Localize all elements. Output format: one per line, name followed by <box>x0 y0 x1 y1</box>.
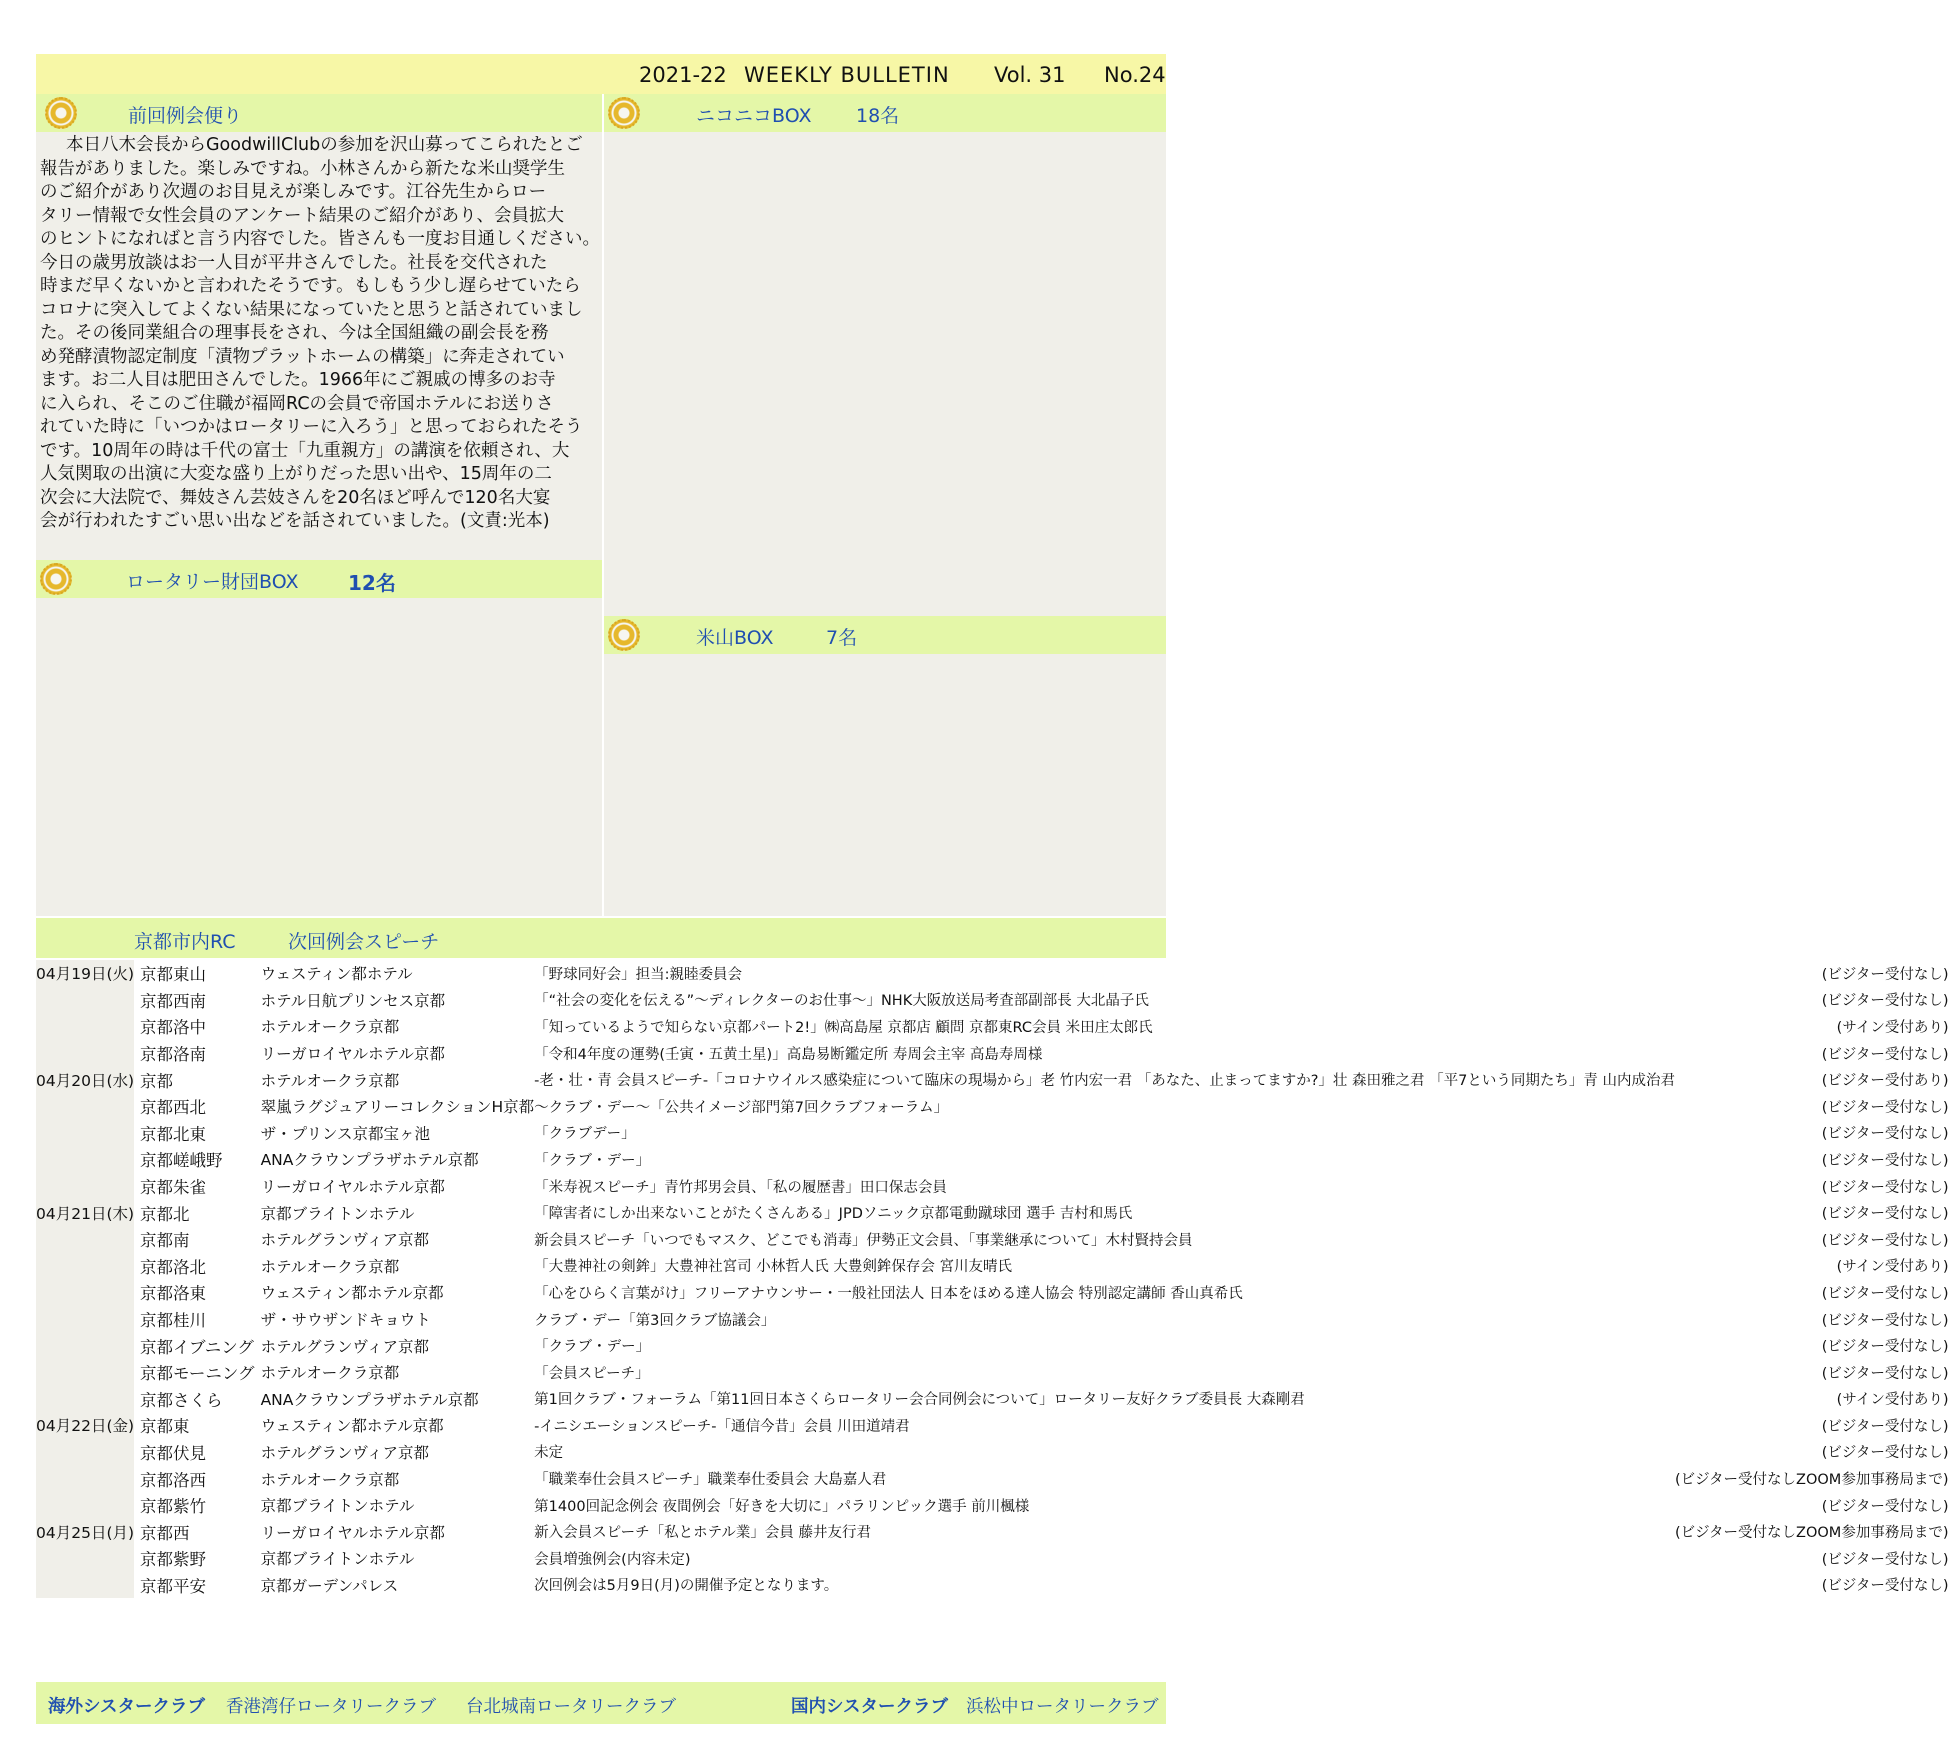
article-line: のヒントになればと言う内容でした。皆さんも一度お目通しください。 <box>40 229 600 249</box>
table-row <box>36 1279 1954 1306</box>
schedule-note: (ビジター受付なし) <box>1821 1179 1949 1196</box>
table-row <box>36 1359 1954 1386</box>
schedule-club: 京都モーニング <box>140 1364 255 1384</box>
schedule-date <box>36 1279 134 1306</box>
schedule-venue: ホテル日航プリンセス京都 <box>260 991 446 1010</box>
article-line: れていた時に「いつかはロータリーに入ろう」と思っておられたそう <box>40 417 583 437</box>
article-line: ます。お二人目は肥田さんでした。1966年にご親戚の博多のお寺 <box>40 370 556 390</box>
schedule-topic: 次回例会は5月9日(月)の開催予定となります。 <box>534 1578 839 1595</box>
bulletin-volume: Vol. 31 <box>994 63 1066 87</box>
schedule-date <box>36 1146 134 1173</box>
domestic-sister-label: 国内シスタークラブ <box>791 1697 948 1717</box>
schedule-venue: 京都ブライトンホテル <box>260 1497 415 1516</box>
yoneyama-box-bar <box>604 616 1166 654</box>
schedule-topic: 「野球同好会」担当:親睦委員会 <box>534 966 743 983</box>
rc-schedule-body <box>36 960 1954 1598</box>
table-row <box>36 1332 1954 1359</box>
table-row <box>36 1306 1954 1333</box>
schedule-topic: 「職業奉仕会員スピーチ」職業奉仕委員会 大島嘉人君 <box>534 1472 887 1489</box>
schedule-club: 京都嵯峨野 <box>140 1151 223 1171</box>
schedule-date: 04月20日(水) <box>36 1066 134 1093</box>
schedule-date: 04月25日(月) <box>36 1518 134 1545</box>
overseas-sister-label: 海外シスタークラブ <box>48 1697 205 1717</box>
schedule-venue: 京都ガーデンパレス <box>260 1576 399 1595</box>
schedule-venue: ウェスティン都ホテル京都 <box>260 1284 444 1303</box>
schedule-note: (ビジター受付なし) <box>1821 1285 1949 1302</box>
nikoniko-panel <box>604 94 1166 616</box>
schedule-club: 京都洛中 <box>140 1018 207 1038</box>
rc-schedule-header <box>36 918 1166 958</box>
schedule-date <box>36 1253 134 1280</box>
schedule-date <box>36 1120 134 1147</box>
schedule-venue: ホテルオークラ京都 <box>260 1470 400 1489</box>
foundation-box-title: ロータリー財団BOX <box>126 571 299 593</box>
schedule-venue: ホテルオークラ京都 <box>260 1018 400 1037</box>
article-line: 次会に大法院で、舞妓さん芸妓さんを20名ほど呼んで120名大宴 <box>40 487 551 508</box>
schedule-topic: 未定 <box>534 1445 564 1462</box>
article-line: コロナに突入してよくない結果になっていたと思うと話されていまし <box>40 299 583 320</box>
schedule-club: 京都 <box>140 1071 174 1091</box>
rotary-wheel-icon <box>40 563 72 595</box>
rotary-wheel-icon <box>608 97 640 129</box>
table-row <box>36 1253 1954 1280</box>
schedule-topic: -老・壮・青 会員スピーチ-「コロナウイルス感染症について臨床の現場から」老 竹内宏一君 「あなた、止まってますか?」壮 森田雅之君 「平7という同期たち」青 山内成治君 <box>534 1073 1675 1090</box>
table-row <box>36 987 1954 1014</box>
table-row <box>36 1465 1954 1492</box>
table-row <box>36 1226 1954 1253</box>
schedule-club: 京都イブニング <box>140 1337 254 1357</box>
last-meeting-bar <box>36 94 602 132</box>
schedule-note: (ビジター受付なし) <box>1821 1126 1949 1143</box>
schedule-club: 京都西南 <box>140 991 207 1011</box>
table-row <box>36 1572 1954 1599</box>
schedule-date <box>36 1439 134 1466</box>
table-row <box>36 1093 1954 1120</box>
foundation-box-count: 12名 <box>348 571 396 595</box>
article-line: 今日の歳男放談はお一人目が平井さんでした。社長を交代された <box>40 252 548 273</box>
schedule-venue: ANAクラウンプラザホテル京都 <box>260 1390 479 1409</box>
schedule-topic: 「大豊神社の剣鉾」大豊神社宮司 小林哲人氏 大豊剣鉾保存会 宮川友晴氏 <box>534 1259 1012 1276</box>
schedule-venue: ホテルグランヴィア京都 <box>260 1337 430 1356</box>
bulletin-number: No.24 <box>1104 63 1166 87</box>
schedule-note: (サイン受付あり) <box>1836 1392 1949 1409</box>
schedule-topic: 第1回クラブ・フォーラム「第11回日本さくらロータリー会合同例会について」ロータリー友好クラブ委員長 大森剛君 <box>534 1392 1305 1409</box>
table-row <box>36 960 1954 987</box>
article-line: 人気関取の出演に大変な盛り上がりだった思い出や、15周年の二 <box>40 464 552 484</box>
last-meeting-title: 前回例会便り <box>128 105 243 127</box>
article-line: め発酵漬物認定制度「漬物プラットホームの構築」に奔走されてい <box>40 346 565 367</box>
article-line: 報告がありました。楽しみですね。小林さんから新たな米山奨学生 <box>40 158 565 179</box>
schedule-note: (サイン受付あり) <box>1836 1019 1949 1036</box>
schedule-note: (サイン受付あり) <box>1836 1259 1949 1276</box>
schedule-date <box>36 1359 134 1386</box>
overseas-sister-club: 香港湾仔ロータリークラブ <box>226 1697 436 1717</box>
schedule-club: 京都紫野 <box>140 1550 207 1570</box>
schedule-date <box>36 1386 134 1413</box>
foundation-box-panel <box>36 598 602 916</box>
schedule-topic: 新会員スピーチ「いつでもマスク、どこでも消毒」伊勢正文会員、「事業継承について」木村賢持会員 <box>534 1232 1193 1249</box>
schedule-topic: 「米寿祝スピーチ」青竹邦男会員、「私の履歴書」田口保志会員 <box>534 1179 947 1196</box>
article-line: タリー情報で女性会員のアンケート結果のご紹介があり、会員拡大 <box>40 205 564 226</box>
rc-section-subtitle: 次回例会スピーチ <box>288 931 440 953</box>
last-meeting-panel <box>36 94 602 560</box>
schedule-date: 04月19日(火) <box>36 960 134 987</box>
table-row <box>36 1439 1954 1466</box>
schedule-date <box>36 1173 134 1200</box>
bulletin-header <box>36 54 1166 94</box>
nikoniko-count: 18名 <box>856 105 900 127</box>
rc-section-title: 京都市内RC <box>134 931 236 953</box>
schedule-venue: 翠嵐ラグジュアリーコレクションH京都 <box>260 1098 535 1117</box>
schedule-club: 京都洛東 <box>140 1284 207 1304</box>
schedule-club: 京都東 <box>140 1417 190 1437</box>
schedule-note: (ビジター受付なしZOOM参加事務局まで) <box>1674 1525 1949 1542</box>
table-row <box>36 1066 1954 1093</box>
schedule-venue: ウェスティン都ホテル <box>260 965 413 984</box>
schedule-date <box>36 1093 134 1120</box>
schedule-club: 京都北 <box>140 1204 190 1224</box>
table-row <box>36 1518 1954 1545</box>
article-line: 会が行われたすごい思い出などを話されていました。(文責:光本) <box>40 511 550 531</box>
bulletin-page <box>36 54 1949 1724</box>
schedule-note: (ビジター受付なし) <box>1821 1312 1949 1329</box>
schedule-date <box>36 1545 134 1572</box>
schedule-venue: リーガロイヤルホテル京都 <box>260 1523 445 1542</box>
schedule-club: 京都伏見 <box>140 1443 207 1463</box>
table-row <box>36 1146 1954 1173</box>
schedule-club: 京都東山 <box>140 965 207 985</box>
overseas-sister-club: 台北城南ロータリークラブ <box>466 1697 676 1717</box>
schedule-venue: ザ・サウザンドキョウト <box>260 1311 431 1330</box>
schedule-date <box>36 1013 134 1040</box>
rotary-wheel-icon <box>608 619 640 651</box>
article-line: 時まだ早くないかと言われたそうです。もしもう少し遅らせていたら <box>40 276 581 296</box>
schedule-note: (ビジター受付なし) <box>1821 1232 1949 1249</box>
table-row <box>36 1120 1954 1147</box>
rotary-wheel-icon <box>45 97 77 129</box>
schedule-note: (ビジター受付なし) <box>1821 1498 1949 1515</box>
foundation-box-bar <box>36 560 602 598</box>
article-line: た。その後同業組合の理事長をされ、今は全国組織の副会長を務 <box>40 323 549 343</box>
schedule-club: 京都さくら <box>140 1390 223 1410</box>
schedule-topic: 第1400回記念例会 夜間例会「好きを大切に」パラリンピック選手 前川楓様 <box>534 1498 1030 1515</box>
schedule-date <box>36 1040 134 1067</box>
schedule-topic: 「クラブ・デー」 <box>534 1339 651 1356</box>
schedule-note: (ビジター受付なし) <box>1821 1551 1949 1568</box>
schedule-date <box>36 1306 134 1333</box>
article-line: に入られ、そこのご住職が福岡RCの会員で帝国ホテルにお送りさ <box>40 393 554 414</box>
schedule-club: 京都平安 <box>140 1576 207 1596</box>
schedule-note: (ビジター受付なし) <box>1821 1046 1949 1063</box>
schedule-venue: 京都ブライトンホテル <box>260 1550 415 1569</box>
rc-schedule-table <box>36 960 1954 1598</box>
bulletin-year: 2021-22 <box>639 63 727 87</box>
schedule-date <box>36 1492 134 1519</box>
schedule-note: (ビジター受付なし) <box>1821 993 1949 1010</box>
schedule-venue: ホテルオークラ京都 <box>260 1071 400 1090</box>
schedule-topic: 「心をひらく言葉がけ」フリーアナウンサー・一般社団法人 日本をほめる達人協会 特別認定講師 香山真希氏 <box>534 1285 1243 1302</box>
schedule-club: 京都西北 <box>140 1098 207 1118</box>
last-meeting-article <box>40 134 600 534</box>
schedule-venue: リーガロイヤルホテル京都 <box>260 1045 445 1064</box>
schedule-topic: 「“社会の変化を伝える”～ディレクターのお仕事～」NHK大阪放送局考査部副部長 大北晶子氏 <box>534 993 1149 1010</box>
table-row <box>36 1545 1954 1572</box>
article-line: です。10周年の時は千代の富士「九重親方」の講演を依頼され、大 <box>40 440 570 461</box>
schedule-date <box>36 1226 134 1253</box>
schedule-venue: ホテルグランヴィア京都 <box>260 1231 430 1250</box>
schedule-topic: 「会員スピーチ」 <box>534 1365 650 1382</box>
schedule-club: 京都洛南 <box>140 1045 207 1065</box>
schedule-date: 04月22日(金) <box>36 1412 134 1439</box>
schedule-topic: 会員増強例会(内容未定) <box>534 1551 691 1568</box>
yoneyama-box-count: 7名 <box>826 627 858 649</box>
table-row <box>36 1412 1954 1439</box>
table-row <box>36 1492 1954 1519</box>
schedule-note: (ビジター受付なし) <box>1821 1578 1949 1595</box>
schedule-note: (ビジター受付なし) <box>1821 1152 1949 1169</box>
schedule-topic: 「知っているようで知らない京都パート2!」㈱高島屋 京都店 顧問 京都東RC会員 米田庄太郎氏 <box>534 1019 1153 1036</box>
schedule-date <box>36 1572 134 1599</box>
schedule-note: (ビジター受付なし) <box>1821 966 1949 983</box>
yoneyama-box-title: 米山BOX <box>696 627 774 649</box>
schedule-topic: ～クラブ・デー～「公共イメージ部門第7回クラブフォーラム」 <box>534 1099 949 1116</box>
schedule-note: (ビジター受付なしZOOM参加事務局まで) <box>1674 1472 1949 1489</box>
article-line: のご紹介があり次週のお目見えが楽しみです。江谷先生からロー <box>40 182 547 202</box>
schedule-note: (ビジター受付なし) <box>1821 1365 1949 1382</box>
schedule-topic: 「クラブ・デー」 <box>534 1152 651 1169</box>
schedule-date <box>36 1465 134 1492</box>
schedule-venue: リーガロイヤルホテル京都 <box>260 1178 445 1197</box>
domestic-sister-club: 浜松中ロータリークラブ <box>966 1697 1159 1717</box>
yoneyama-box-panel <box>604 654 1166 916</box>
nikoniko-bar <box>604 94 1166 132</box>
schedule-venue: ホテルオークラ京都 <box>260 1257 400 1276</box>
bulletin-title: WEEKLY BULLETIN <box>744 63 950 87</box>
schedule-note: (ビジター受付なし) <box>1821 1418 1949 1435</box>
schedule-date <box>36 987 134 1014</box>
schedule-club: 京都洛北 <box>140 1257 207 1277</box>
table-row <box>36 1386 1954 1413</box>
schedule-topic: 「令和4年度の運勢(壬寅・五黄土星)」高島易断鑑定所 寿周会主宰 高島寿周様 <box>534 1046 1043 1063</box>
schedule-club: 京都北東 <box>140 1124 207 1144</box>
table-row <box>36 1199 1954 1226</box>
schedule-date <box>36 1332 134 1359</box>
schedule-note: (ビジター受付あり) <box>1821 1073 1949 1090</box>
schedule-topic: クラブ・デー「第3回クラブ協議会」 <box>534 1312 776 1329</box>
schedule-topic: 新入会員スピーチ「私とホテル業」会員 藤井友行君 <box>534 1525 871 1542</box>
table-row <box>36 1013 1954 1040</box>
schedule-topic: 「障害者にしか出来ないことがたくさんある」JPDソニック京都電動蹴球団 選手 吉村和馬氏 <box>534 1206 1133 1223</box>
schedule-note: (ビジター受付なし) <box>1821 1206 1949 1223</box>
table-row <box>36 1040 1954 1067</box>
table-row <box>36 1173 1954 1200</box>
schedule-note: (ビジター受付なし) <box>1821 1445 1949 1462</box>
schedule-venue: ザ・プリンス京都宝ヶ池 <box>260 1124 430 1143</box>
schedule-topic: -イニシエーションスピーチ-「通信今昔」会員 川田道靖君 <box>534 1418 910 1435</box>
schedule-venue: ANAクラウンプラザホテル京都 <box>260 1151 479 1170</box>
schedule-venue: ウェスティン都ホテル京都 <box>260 1417 444 1436</box>
schedule-venue: ホテルオークラ京都 <box>260 1364 400 1383</box>
schedule-date: 04月21日(木) <box>36 1199 134 1226</box>
schedule-note: (ビジター受付なし) <box>1821 1099 1949 1116</box>
schedule-club: 京都桂川 <box>140 1311 207 1331</box>
sister-clubs-footer <box>36 1682 1166 1724</box>
article-line: 本日八木会長からGoodwillClubの参加を沢山募ってこられたとご <box>66 135 583 155</box>
schedule-venue: ホテルグランヴィア京都 <box>260 1443 430 1462</box>
schedule-topic: 「クラブデー」 <box>534 1126 636 1143</box>
schedule-club: 京都洛西 <box>140 1470 207 1490</box>
schedule-club: 京都西 <box>140 1523 190 1543</box>
schedule-club: 京都紫竹 <box>140 1497 207 1517</box>
nikoniko-title: ニコニコBOX <box>696 105 812 127</box>
schedule-note: (ビジター受付なし) <box>1821 1339 1949 1356</box>
schedule-venue: 京都ブライトンホテル <box>260 1204 415 1223</box>
schedule-club: 京都朱雀 <box>140 1178 207 1198</box>
schedule-club: 京都南 <box>140 1231 190 1251</box>
